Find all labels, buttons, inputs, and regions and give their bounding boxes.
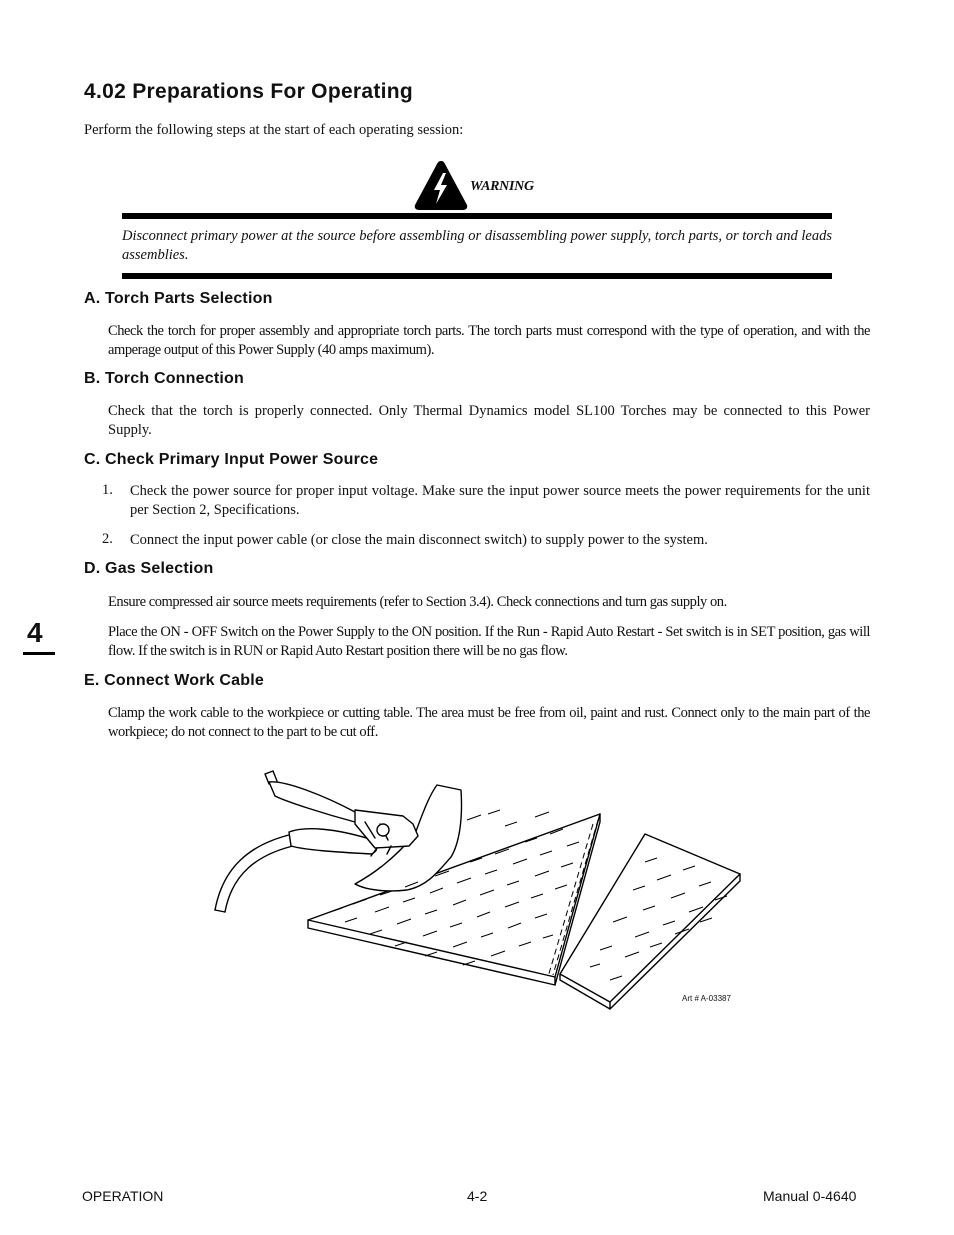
footer-section: OPERATION bbox=[82, 1188, 164, 1204]
intro-text: Perform the following steps at the start of each operating session: bbox=[84, 122, 464, 138]
heading-gas-selection: D. Gas Selection bbox=[84, 560, 214, 577]
section-tab-number: 4 bbox=[27, 617, 43, 648]
work-clamp-illustration bbox=[205, 762, 750, 1012]
heading-primary-input-power: C. Check Primary Input Power Source bbox=[84, 451, 379, 468]
heading-torch-connection: B. Torch Connection bbox=[84, 370, 244, 387]
heading-connect-work-cable: E. Connect Work Cable bbox=[84, 672, 264, 689]
footer-page-number: 4-2 bbox=[467, 1188, 488, 1204]
gas-selection-text-2: Place the ON - OFF Switch on the Power Supply to the ON position. If the Run - Rapid Auto Restart - Set switch is in SET position, gas will flow. If the switch is in RUN or Rapid Auto Restart position there will be no gas flow. bbox=[108, 624, 870, 659]
list-item-text: Connect the input power cable (or close the main disconnect switch) to supply power to the system. bbox=[130, 532, 708, 548]
warning-bottom-rule bbox=[122, 273, 832, 279]
footer-manual-number: Manual 0-4640 bbox=[763, 1188, 857, 1204]
warning-label: WARNING bbox=[470, 179, 534, 194]
art-number: Art # A-03387 bbox=[682, 994, 731, 1003]
high-voltage-warning-icon bbox=[413, 159, 469, 211]
list-item-text: Check the power source for proper input voltage. Make sure the input power source meets the power requirements for the unit per Section 2, Specifications. bbox=[130, 483, 870, 518]
section-tab-rule bbox=[23, 652, 55, 655]
heading-torch-parts-selection: A. Torch Parts Selection bbox=[84, 290, 273, 307]
gas-selection-text-1: Ensure compressed air source meets requirements (refer to Section 3.4). Check connections and turn gas supply on. bbox=[108, 594, 727, 610]
list-item-number: 1. bbox=[102, 482, 113, 498]
warning-text: Disconnect primary power at the source before assembling or disassembling power supply, torch parts, or torch and leads assemblies. bbox=[122, 228, 832, 263]
torch-parts-text: Check the torch for proper assembly and appropriate torch parts. The torch parts must correspond with the type of operation, and with the amperage output of this Power Supply (40 amps maximum). bbox=[108, 323, 870, 358]
warning-top-rule bbox=[122, 213, 832, 219]
section-title: 4.02 Preparations For Operating bbox=[84, 80, 414, 103]
work-cable-text: Clamp the work cable to the workpiece or cutting table. The area must be free from oil, paint and rust. Connect only to the main part of the workpiece; do not connect to the part to be cut off. bbox=[108, 705, 870, 740]
list-item-number: 2. bbox=[102, 531, 113, 547]
torch-connection-text: Check that the torch is properly connected. Only Thermal Dynamics model SL100 Torches may be connected to this Power Supply. bbox=[108, 403, 870, 438]
